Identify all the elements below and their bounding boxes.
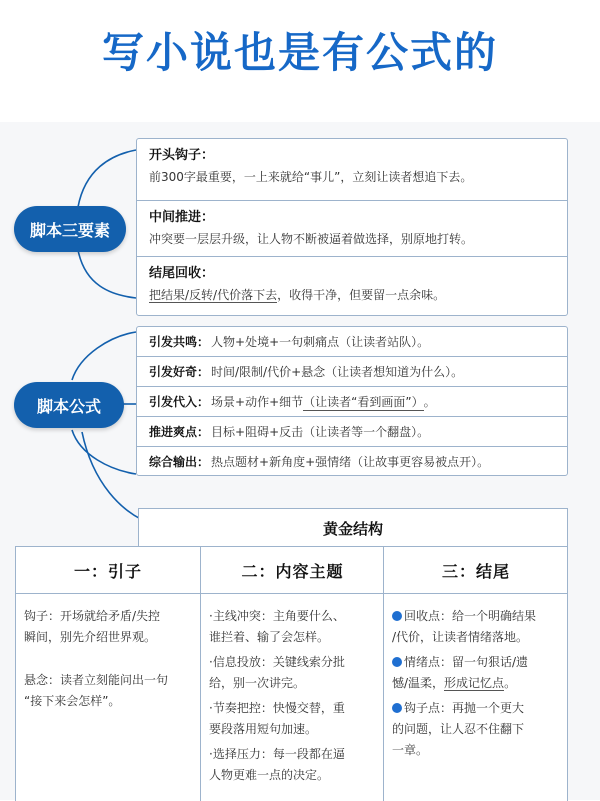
text-line: ·选择压力：每一段都在逼	[209, 747, 345, 761]
text-line: /代价，让读者情绪落地。	[392, 630, 529, 644]
formula-row-output	[137, 447, 567, 476]
text-line: 给，别一次讲完。	[209, 676, 306, 690]
text-line: 要段落用短句加速。	[209, 722, 318, 736]
text-line: 钩子：开场就给矛盾/失控	[24, 609, 161, 623]
text-line: 情绪点：留一句狠话/遗	[404, 655, 529, 669]
row-text: 人物+处境+一句刺痛点（让读者站队）。	[211, 335, 430, 349]
page-title: 写小说也是有公式的	[101, 28, 498, 77]
column-body	[384, 594, 568, 761]
formula-row-curiosity	[137, 357, 567, 387]
underlined-text: 把结果/反转/代价落下去	[149, 288, 278, 302]
row-heading: 推进爽点：	[149, 425, 210, 439]
script-elements-box	[136, 138, 568, 316]
emotion-paragraph	[392, 652, 560, 694]
row-text: 场景+动作+细节	[211, 395, 304, 409]
ending-row	[137, 257, 567, 313]
hook-row	[137, 139, 567, 201]
column-ending	[383, 547, 568, 801]
text-line: 。	[504, 676, 517, 690]
hook-paragraph	[24, 606, 192, 648]
progress-row	[137, 201, 567, 257]
text-line: 悬念：读者立刻能问出一句	[24, 673, 169, 687]
column-content-theme	[200, 547, 384, 801]
column-heading: 一：引子	[16, 547, 200, 594]
row-heading: 综合输出：	[149, 455, 210, 469]
formula-row-payoff	[137, 417, 567, 447]
script-formula-pill: 脚本公式	[14, 382, 124, 428]
text-line: 一章。	[392, 743, 429, 757]
row-heading: 引发代入：	[149, 395, 210, 409]
info-release-paragraph	[209, 652, 376, 694]
row-heading: 中间推进：	[149, 210, 215, 225]
text-line: 憾/温柔，	[392, 676, 445, 690]
hook-point-paragraph	[392, 698, 560, 761]
text-line: ·节奏把控：快慢交替，重	[209, 701, 345, 715]
main-conflict-paragraph	[209, 606, 376, 648]
golden-structure-title: 黄金结构	[138, 508, 568, 547]
script-elements-pill: 脚本三要素	[14, 206, 126, 252]
formula-row-resonance	[137, 327, 567, 357]
column-body	[16, 594, 200, 712]
row-text-rest: ，收得干净，但要留一点余味。	[277, 288, 446, 302]
bullet-dot-icon	[392, 703, 402, 713]
row-heading: 结尾回收：	[149, 266, 215, 281]
row-text-rest: 。	[423, 395, 436, 409]
row-heading: 开头钩子：	[149, 148, 215, 163]
text-line: 钩子点：再抛一个更大	[404, 701, 525, 715]
bullet-dot-icon	[392, 611, 402, 621]
row-text: 前300字最重要，一上来就给“事儿”，立刻让读者想追下去。	[149, 170, 473, 184]
underlined-text: 形成记忆点	[444, 676, 505, 690]
row-text	[149, 285, 555, 305]
suspense-paragraph	[24, 670, 192, 712]
payoff-paragraph	[392, 606, 560, 648]
row-text: 热点题材+新角度+强情绪（让故事更容易被点开）。	[211, 455, 490, 469]
text-line: ·信息投放：关键线索分批	[209, 655, 345, 669]
golden-structure-table	[15, 546, 568, 801]
row-text: 目标+阻碍+反击（让读者等一个翻盘）。	[211, 425, 430, 439]
underlined-text: （让读者“看到画面”）	[303, 394, 424, 409]
row-text: 冲突要一层层升级，让人物不断被逼着做选择，别原地打转。	[149, 232, 474, 246]
column-body	[201, 594, 384, 786]
bullet-dot-icon	[392, 657, 402, 667]
text-line: 谁拦着、输了会怎样。	[209, 630, 330, 644]
text-line: 回收点：给一个明确结果	[404, 609, 537, 623]
script-formula-box	[136, 326, 568, 476]
text-line: 的问题，让人忍不住翻下	[392, 722, 525, 736]
row-text: 时间/限制/代价+悬念（让读者想知道为什么）。	[211, 365, 464, 379]
text-line: ·主线冲突：主角要什么、	[209, 609, 345, 623]
column-heading: 二：内容主题	[201, 547, 384, 594]
row-heading: 引发共鸣：	[149, 335, 210, 349]
pacing-paragraph	[209, 698, 376, 740]
column-heading: 三：结尾	[384, 547, 568, 594]
text-line: 人物更难一点的决定。	[209, 768, 330, 782]
row-heading: 引发好奇：	[149, 365, 210, 379]
text-line: 瞬间，别先介绍世界观。	[24, 630, 157, 644]
text-line: “接下来会怎样”。	[24, 694, 121, 708]
formula-row-immersion	[137, 387, 567, 417]
choice-pressure-paragraph	[209, 744, 376, 786]
column-intro	[16, 547, 200, 801]
